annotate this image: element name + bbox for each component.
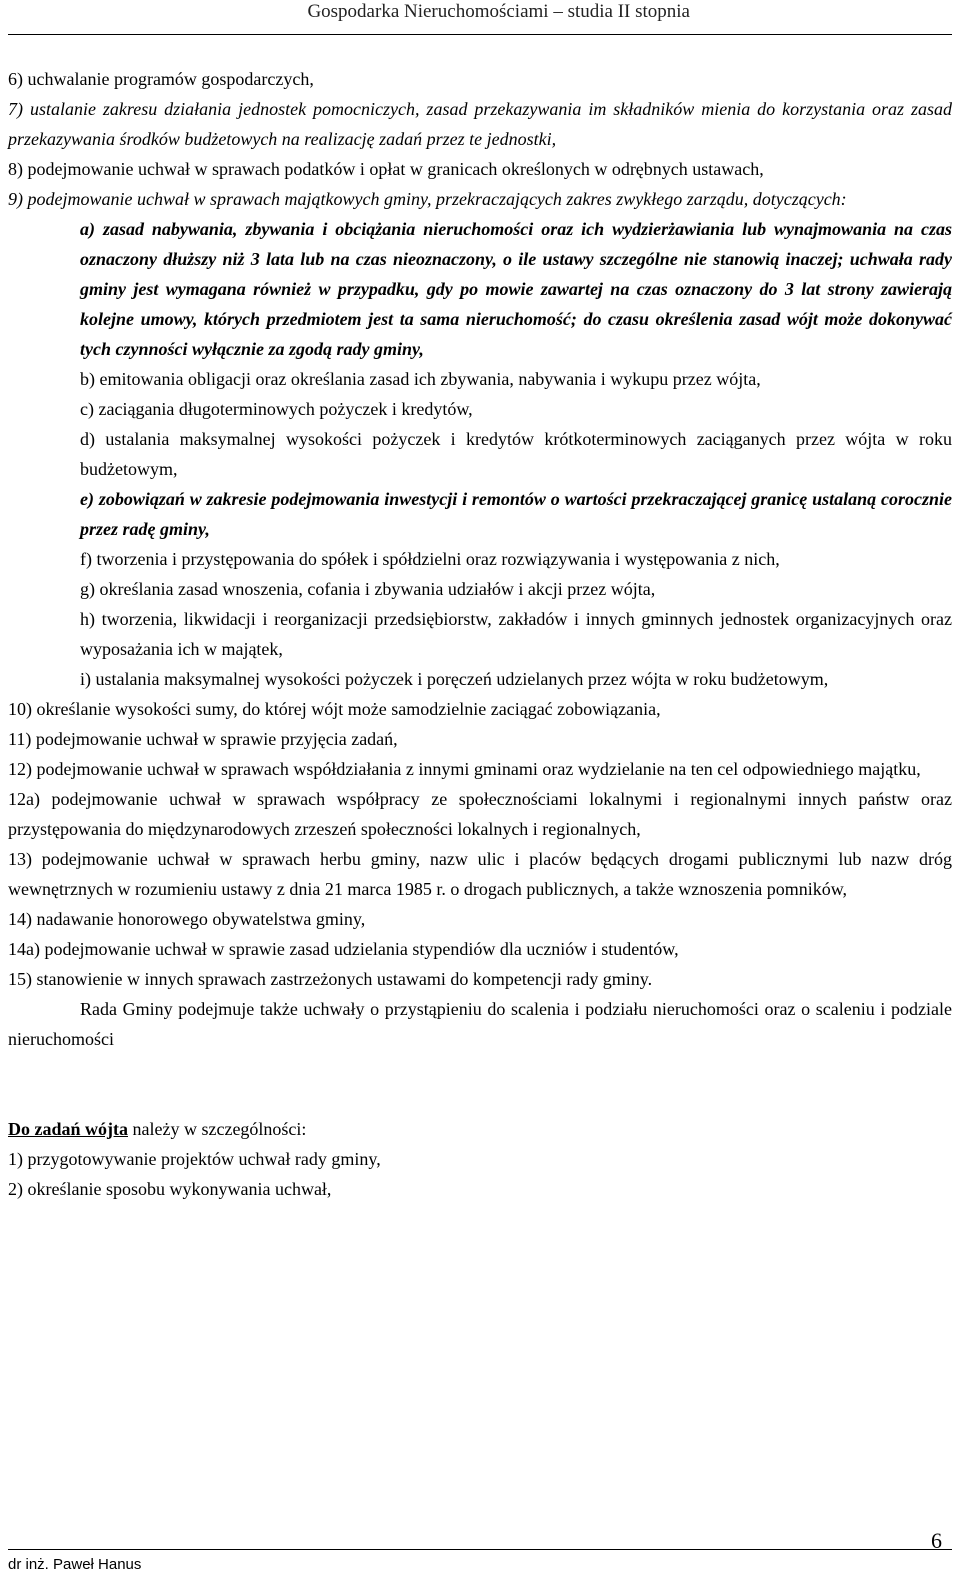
item-7: 7) ustalanie zakresu działania jednostek pomocniczych, zasad przekazywania im składników mienia do korzystania oraz zasad przekazywania środków budżetowych na realizację zadań przez te jednostki, — [8, 99, 952, 149]
document-body — [8, 64, 952, 1204]
page-number: 6 — [931, 1528, 942, 1553]
wojt-heading-line — [8, 1114, 952, 1144]
item-12a: 12a) podejmowanie uchwał w sprawach współpracy ze społecznościami lokalnymi i regionalnymi innych państw oraz przystępowania do międzynarodowych zrzeszeń społeczności lokalnych i regionalnych, — [8, 789, 952, 839]
item-15: 15) stanowienie w innych sprawach zastrzeżonych ustawami do kompetencji rady gminy. — [8, 969, 653, 989]
item-9f: f) tworzenia i przystępowania do spółek i spółdzielni oraz rozwiązywania i występowania z nich, — [80, 549, 780, 569]
item-11: 11) podejmowanie uchwał w sprawie przyjęcia zadań, — [8, 729, 398, 749]
wojt-item-2: 2) określanie sposobu wykonywania uchwał, — [8, 1179, 332, 1199]
item-8: 8) podejmowanie uchwał w sprawach podatków i opłat w granicach określonych w odrębnych ustawach, — [8, 159, 764, 179]
spacer — [8, 1054, 952, 1114]
item-14a: 14a) podejmowanie uchwał w sprawie zasad udzielania stypendiów dla uczniów i studentów, — [8, 939, 679, 959]
header-rule — [8, 34, 952, 35]
item-9e: e) zobowiązań w zakresie podejmowania inwestycji i remontów o wartości przekraczającej granicę ustalaną corocznie przez radę gminy, — [80, 489, 952, 539]
item-9c: c) zaciągania długoterminowych pożyczek i kredytów, — [80, 399, 473, 419]
item-6: 6) uchwalanie programów gospodarczych, — [8, 69, 314, 89]
wojt-item-1: 1) przygotowywanie projektów uchwał rady gminy, — [8, 1149, 381, 1169]
page-header — [0, 0, 690, 24]
footer-author: dr inż. Paweł Hanus — [8, 1556, 142, 1573]
wojt-heading: Do zadań wójta — [8, 1119, 128, 1139]
item-9: 9) podejmowanie uchwał w sprawach majątkowych gminy, przekraczających zakres zwykłego zarządu, dotyczących: — [8, 189, 847, 209]
item-14: 14) nadawanie honorowego obywatelstwa gminy, — [8, 909, 366, 929]
item-9g: g) określania zasad wnoszenia, cofania i zbywania udziałów i akcji przez wójta, — [80, 579, 656, 599]
item-9d: d) ustalania maksymalnej wysokości pożyczek i kredytów krótkoterminowych zaciąganych przez wójta w roku budżetowym, — [80, 429, 952, 479]
rada-paragraph: Rada Gminy podejmuje także uchwały o przystąpieniu do scalenia i podziału nieruchomości oraz o scaleniu i podziale nieruchomości — [8, 999, 952, 1049]
item-13: 13) podejmowanie uchwał w sprawach herbu gminy, nazw ulic i placów będących drogami publicznymi lub nazw dróg wewnętrznych w rozumieniu ustawy z dnia 21 marca 1985 r. o drogach publicznych, a także wznoszenia pomników, — [8, 849, 952, 899]
wojt-heading-rest: należy w szczególności: — [128, 1119, 307, 1139]
item-12: 12) podejmowanie uchwał w sprawach współdziałania z innymi gminami oraz wydzielanie na ten cel odpowiedniego majątku, — [8, 759, 921, 779]
item-10: 10) określanie wysokości sumy, do której wójt może samodzielnie zaciągać zobowiązania, — [8, 699, 661, 719]
item-9h: h) tworzenia, likwidacji i reorganizacji przedsiębiorstw, zakładów i innych gminnych jednostek organizacyjnych oraz wyposażania ich w majątek, — [80, 609, 952, 659]
item-9b: b) emitowania obligacji oraz określania zasad ich zbywania, nabywania i wykupu przez wójta, — [80, 369, 761, 389]
footer-rule — [8, 1549, 952, 1550]
header-title: Gospodarka Nieruchomościami – studia II stopnia — [307, 1, 690, 22]
item-9i: i) ustalania maksymalnej wysokości pożyczek i poręczeń udzielanych przez wójta w roku budżetowym, — [80, 669, 829, 689]
item-9a: a) zasad nabywania, zbywania i obciążania nieruchomości oraz ich wydzierżawiania lub wynajmowania na czas oznaczony dłuższy niż 3 lata lub na czas nieoznaczony, o ile ustawy szczególne nie stanowią inaczej; uchwała rady gminy jest wymagana również w przypadku, gdy po mowie zawartej na czas oznaczony do 3 lat strony zawierają kolejne umowy, których przedmiotem jest ta sama nieruchomość; do czasu określenia zasad wójt może dokonywać tych czynności wyłącznie za zgodą rady gminy, — [80, 219, 952, 359]
